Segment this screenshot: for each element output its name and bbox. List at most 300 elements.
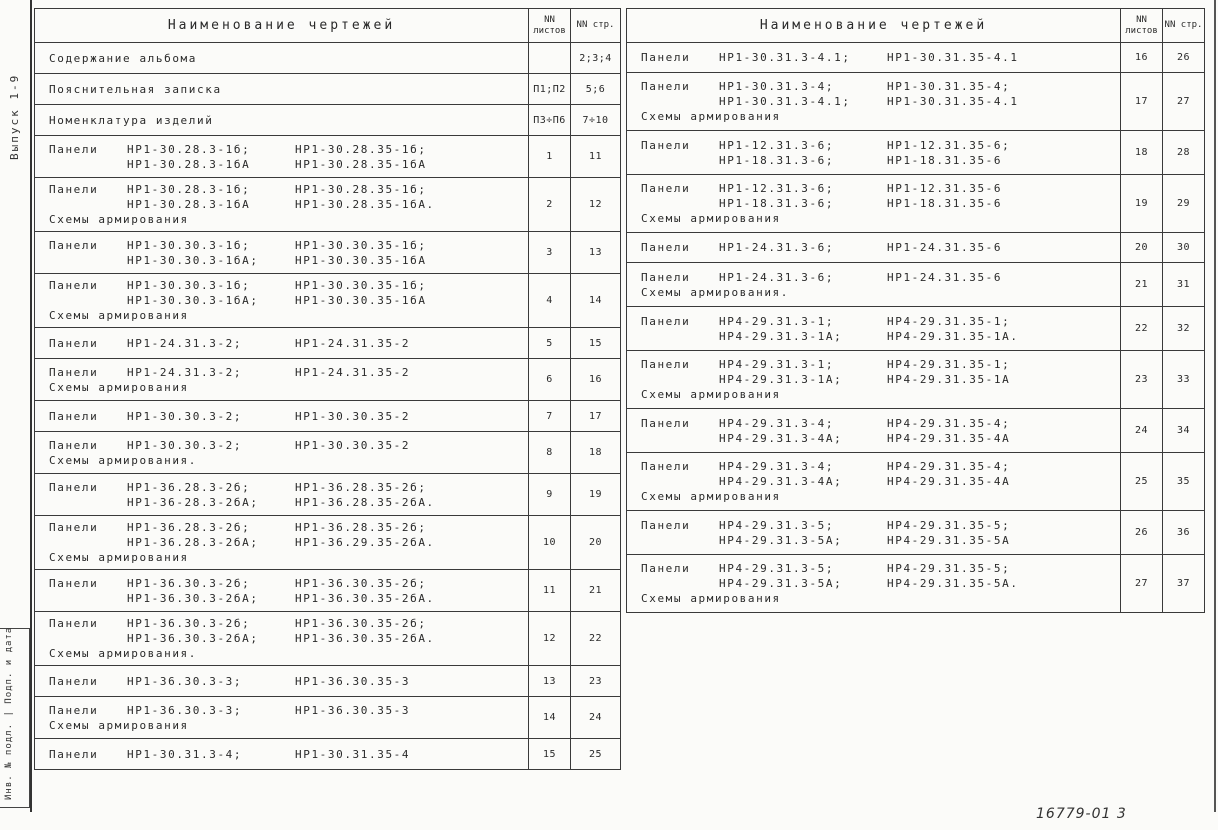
- panel-mark: НР1-30.30.35-1б;: [295, 238, 427, 252]
- sheet-number-cell: П1;П2: [529, 74, 571, 105]
- drawing-name-cell: [35, 516, 529, 570]
- sheet-number-cell: 17: [1121, 73, 1163, 131]
- panel-mark: [127, 82, 295, 97]
- drawing-name-line: [49, 82, 528, 97]
- table-row: [35, 178, 621, 232]
- panel-mark: [127, 550, 295, 565]
- table-row: [627, 511, 1205, 555]
- drawing-name-cell: [627, 73, 1121, 131]
- sheet-number-cell: 12: [529, 612, 571, 666]
- panel-mark: НР1-30.28.3-1б;: [127, 142, 251, 156]
- panel-mark: НР1-36.30.35-2б;: [295, 617, 427, 630]
- table-row: [627, 351, 1205, 409]
- sheet-number-cell: 10: [529, 516, 571, 570]
- drawing-name-line: [49, 480, 528, 495]
- drawing-name-line: [49, 197, 528, 212]
- panel-mark: НР1-36.30.35-3: [295, 674, 411, 688]
- panel-mark: НР1-30.30.3-2;: [127, 409, 243, 423]
- sheet-number-cell: 11: [529, 570, 571, 612]
- drawing-name-line: [49, 616, 528, 631]
- drawing-name-line: [641, 314, 1120, 329]
- drawing-name-line: [49, 453, 528, 468]
- page-number-cell: 28: [1163, 131, 1205, 175]
- drawing-name-line: [49, 550, 528, 565]
- panel-mark: НР1-24.31.3-6;: [719, 241, 835, 254]
- sheet-number-cell: 19: [1121, 175, 1163, 233]
- right-header-name: Наименование чертежей: [627, 9, 1121, 43]
- table-row: [627, 307, 1205, 351]
- drawing-name-line: [641, 372, 1120, 387]
- sheet-number-cell: 14: [529, 697, 571, 739]
- page-number-cell: 27: [1163, 73, 1205, 131]
- drawing-title: Панели: [49, 409, 99, 423]
- drawing-name-cell: [627, 263, 1121, 307]
- drawing-name-line: [641, 533, 1120, 548]
- drawing-name-line: [641, 329, 1120, 344]
- drawing-title: Панели: [641, 416, 691, 430]
- drawing-title: [49, 157, 127, 172]
- table-row: [627, 263, 1205, 307]
- panel-mark: НР1-36.28.3-2б;: [127, 521, 251, 534]
- drawing-title: Схемы армирования.: [641, 285, 790, 299]
- panel-mark: НР1-30.31.3-4.1;: [719, 51, 851, 64]
- sheet-number-cell: 6: [529, 359, 571, 401]
- sheet-number-cell: [529, 43, 571, 74]
- drawing-name-cell: [627, 351, 1121, 409]
- drawing-name-line: [49, 212, 528, 227]
- drawing-title: [49, 197, 127, 212]
- drawing-name-cell: [35, 570, 529, 612]
- sheet-number: 16779-01 3: [1036, 806, 1127, 822]
- panel-mark: НР1-30.31.3-4.1;: [719, 95, 851, 108]
- table-row: [35, 328, 621, 359]
- table-row: [35, 739, 621, 770]
- panel-mark: НР4-29.31.3-5;: [719, 562, 835, 575]
- drawing-title: Панели: [49, 438, 99, 452]
- drawing-title: Схемы армирования: [49, 309, 189, 322]
- table-row: [35, 232, 621, 274]
- sheet-number-cell: 18: [1121, 131, 1163, 175]
- drawing-name-cell: [35, 74, 529, 105]
- sheet-number-cell: 13: [529, 666, 571, 697]
- panel-mark: НР1-30.28.35-1б;: [295, 183, 427, 196]
- sheet-number-cell: 22: [1121, 307, 1163, 351]
- panel-mark: НР1-30.30.3-1бА;: [127, 294, 259, 307]
- drawing-title: [641, 431, 719, 446]
- drawing-name-line: [641, 211, 1120, 226]
- drawing-name-line: [641, 489, 1120, 504]
- drawing-title: Схемы армирования.: [49, 453, 198, 467]
- table-row: [35, 74, 621, 105]
- drawing-name-line: [49, 278, 528, 293]
- page-number-cell: 20: [571, 516, 621, 570]
- page-number-cell: 24: [571, 697, 621, 739]
- panel-mark: НР1-30.28.35-1бА.: [295, 198, 435, 211]
- table-row: [627, 131, 1205, 175]
- page-number-cell: 2;3;4: [571, 43, 621, 74]
- panel-mark: НР4-29.31.35-5А.: [887, 577, 1019, 590]
- volume-label: Выпуск 1-9: [8, 73, 21, 160]
- sheet-number-cell: 21: [1121, 263, 1163, 307]
- drawing-name-line: [641, 459, 1120, 474]
- sheet-number-cell: 25: [1121, 453, 1163, 511]
- page-number-cell: 5;6: [571, 74, 621, 105]
- page-number-cell: 22: [571, 612, 621, 666]
- panel-mark: НР1-36.28.3-2б;: [127, 480, 251, 494]
- table-row: [35, 432, 621, 474]
- panel-mark: НР4-29.31.3-4;: [719, 460, 835, 473]
- panel-mark: НР1-12.31.3-6;: [719, 138, 835, 152]
- drawing-name-line: [641, 79, 1120, 94]
- drawing-title: Панели: [49, 142, 99, 156]
- drawing-name-line: [49, 253, 528, 268]
- drawing-title: [641, 94, 719, 109]
- panel-mark: НР1-36.29.35-2бА.: [295, 536, 435, 549]
- panel-mark: НР1-30.30.3-2;: [127, 438, 243, 452]
- drawing-title: Схемы армирования: [641, 212, 781, 225]
- drawing-name-line: [49, 674, 528, 689]
- panel-mark: НР4-29.31.3-5А;: [719, 533, 843, 547]
- panel-mark: НР4-29.31.3-1А;: [719, 373, 843, 386]
- drawing-title: [49, 293, 127, 308]
- panel-mark: НР1-24.31.35-6: [887, 270, 1003, 284]
- drawing-name-cell: [627, 453, 1121, 511]
- drawing-title: Схемы армирования: [49, 551, 189, 564]
- drawing-name-line: [49, 747, 528, 762]
- table-row: [35, 274, 621, 328]
- drawing-title: [49, 495, 127, 510]
- sheet-number-cell: 23: [1121, 351, 1163, 409]
- drawing-name-line: [641, 576, 1120, 591]
- table-row: [35, 105, 621, 136]
- left-header-sheets: NN листов: [529, 9, 571, 43]
- table-row: [627, 555, 1205, 613]
- panel-mark: НР1-12.31.35-6: [887, 182, 1003, 195]
- drawing-title: Схемы армирования: [641, 110, 781, 123]
- panel-mark: НР1-36.30.35-2бА.: [295, 632, 435, 645]
- panel-mark: [127, 453, 295, 468]
- sheet-number-cell: 26: [1121, 511, 1163, 555]
- drawing-name-line: [641, 50, 1120, 65]
- panel-mark: НР1-36.28.3-2бА;: [127, 536, 259, 549]
- panel-mark: НР4-29.31.35-1А: [887, 373, 1011, 386]
- panel-mark: НР1-24.31.35-2: [295, 365, 411, 379]
- page-number-cell: 25: [571, 739, 621, 770]
- panel-mark: НР1-36.30.3-2б;: [127, 617, 251, 630]
- drawing-title: [49, 535, 127, 550]
- drawing-name-line: [49, 293, 528, 308]
- page-number-cell: 12: [571, 178, 621, 232]
- drawing-title: Панели: [641, 80, 691, 93]
- drawing-name-line: [49, 409, 528, 424]
- drawing-name-cell: [35, 401, 529, 432]
- table-row: [35, 570, 621, 612]
- drawing-name-line: [641, 138, 1120, 153]
- drawing-title: Панели: [49, 183, 99, 196]
- panel-mark: НР4-29.31.35-4;: [887, 416, 1011, 430]
- panel-mark: НР1-36.30.35-2бА.: [295, 591, 435, 605]
- panel-mark: НР4-29.31.35-1;: [887, 314, 1011, 328]
- sheet-number-cell: 16: [1121, 43, 1163, 73]
- drawing-title: Панели: [641, 138, 691, 152]
- drawing-name-cell: [35, 274, 529, 328]
- drawing-name-line: [49, 113, 528, 128]
- drawing-name-line: [641, 387, 1120, 402]
- drawing-title: [641, 196, 719, 211]
- drawing-name-cell: [627, 233, 1121, 263]
- panel-mark: НР1-36.30.3-3;: [127, 674, 243, 688]
- drawing-title: Панели: [641, 518, 691, 532]
- panel-mark: [719, 489, 887, 504]
- panel-mark: НР4-29.31.3-1;: [719, 314, 835, 328]
- table-row: [627, 73, 1205, 131]
- drawing-name-line: [641, 431, 1120, 446]
- drawing-title: Панели: [49, 365, 99, 379]
- drawing-title: [641, 372, 719, 387]
- sheet-number-cell: 20: [1121, 233, 1163, 263]
- page-number-cell: 11: [571, 136, 621, 178]
- drawing-title: Схемы армирования: [49, 380, 189, 394]
- page-number-cell: 23: [571, 666, 621, 697]
- panel-mark: НР1-36.28.35-2бА.: [295, 495, 435, 509]
- panel-mark: НР1-30.30.3-1б;: [127, 279, 251, 292]
- drawing-title: Панели: [641, 460, 691, 473]
- drawing-title: Панели: [641, 270, 691, 284]
- drawing-title: Схемы армирования: [641, 592, 781, 605]
- drawing-title: Панели: [49, 617, 99, 630]
- drawing-name-line: [49, 365, 528, 380]
- panel-mark: НР4-29.31.35-4А: [887, 475, 1011, 488]
- page-number-cell: 15: [571, 328, 621, 359]
- panel-mark: НР1-30.28.3-1бА: [127, 157, 251, 171]
- drawing-name-line: [641, 181, 1120, 196]
- panel-mark: НР1-36.30.3-3;: [127, 703, 243, 717]
- panel-mark: НР1-12.31.3-6;: [719, 182, 835, 195]
- sheet-number-cell: 1: [529, 136, 571, 178]
- drawing-title: Схемы армирования: [49, 213, 189, 226]
- panel-mark: НР1-30.31.35-4;: [887, 80, 1011, 93]
- panel-mark: НР1-24.31.35-6: [887, 241, 1003, 254]
- drawing-name-cell: [35, 232, 529, 274]
- drawing-title: Содержание альбома: [49, 51, 198, 65]
- panel-mark: НР1-36.28.35-2б;: [295, 480, 427, 494]
- drawing-title: Схемы армирования: [641, 388, 781, 401]
- drawing-title: Панели: [641, 241, 691, 254]
- drawing-name-line: [641, 591, 1120, 606]
- left-header-pages: NN стр.: [571, 9, 621, 43]
- table-row: [627, 409, 1205, 453]
- panel-mark: НР1-30.31.35-4: [295, 747, 411, 761]
- right-header-row: [627, 9, 1205, 43]
- panel-mark: НР1-30.30.35-1бА: [295, 294, 427, 307]
- drawing-name-cell: [627, 409, 1121, 453]
- drawing-title: Схемы армирования.: [49, 647, 198, 660]
- panel-mark: [127, 718, 295, 733]
- panel-mark: НР4-29.31.35-4А: [887, 431, 1011, 445]
- panel-mark: НР4-29.31.3-1;: [719, 358, 835, 371]
- page-number-cell: 13: [571, 232, 621, 274]
- panel-mark: НР1-18.31.35-6: [887, 153, 1003, 167]
- drawing-name-line: [49, 308, 528, 323]
- panel-mark: НР1-30.28.35-1бА: [295, 157, 427, 171]
- page-number-cell: 30: [1163, 233, 1205, 263]
- drawing-name-line: [49, 591, 528, 606]
- panel-mark: [127, 212, 295, 227]
- panel-mark: НР1-30.31.35-4.1: [887, 95, 1019, 108]
- drawing-name-line: [641, 196, 1120, 211]
- panel-mark: НР1-30.30.3-1б;: [127, 238, 251, 252]
- page-number-cell: 33: [1163, 351, 1205, 409]
- drawing-name-cell: [627, 555, 1121, 613]
- page-number-cell: 18: [571, 432, 621, 474]
- left-header-name: Наименование чертежей: [35, 9, 529, 43]
- drawing-name-line: [49, 631, 528, 646]
- drawing-name-line: [641, 416, 1120, 431]
- panel-mark: НР4-29.31.35-1;: [887, 358, 1011, 371]
- panel-mark: НР1-36.30.35-2б;: [295, 576, 427, 590]
- page-number-cell: 21: [571, 570, 621, 612]
- drawing-name-line: [49, 646, 528, 661]
- drawing-title: Пояснительная записка: [49, 82, 222, 96]
- table-row: [627, 175, 1205, 233]
- right-register-table: [626, 8, 1205, 613]
- drawing-name-cell: [627, 43, 1121, 73]
- drawing-name-line: [641, 518, 1120, 533]
- page-number-cell: 17: [571, 401, 621, 432]
- panel-mark: НР1-18.31.3-6;: [719, 197, 835, 210]
- drawing-title: Схемы армирования: [641, 490, 781, 503]
- page-number-cell: 7÷10: [571, 105, 621, 136]
- panel-mark: НР1-30.28.3-1б;: [127, 183, 251, 196]
- drawing-name-line: [641, 109, 1120, 124]
- drawing-title: [641, 329, 719, 344]
- panel-mark: НР4-29.31.3-4А;: [719, 431, 843, 445]
- drawing-name-cell: [35, 178, 529, 232]
- panel-mark: НР1-24.31.35-2: [295, 336, 411, 350]
- drawing-name-cell: [35, 739, 529, 770]
- drawing-name-line: [641, 561, 1120, 576]
- drawing-name-cell: [627, 511, 1121, 555]
- drawing-name-line: [49, 51, 528, 66]
- panel-mark: НР1-36.30.3-2бА;: [127, 632, 259, 645]
- table-row: [627, 453, 1205, 511]
- drawing-title: [49, 253, 127, 268]
- sheet-number-cell: 9: [529, 474, 571, 516]
- drawing-name-line: [49, 495, 528, 510]
- page-number-cell: 37: [1163, 555, 1205, 613]
- panel-mark: НР1-30.30.3-1бА;: [127, 253, 259, 267]
- panel-mark: НР1-30.30.35-2: [295, 438, 411, 452]
- drawing-name-cell: [627, 175, 1121, 233]
- right-header-pages: NN стр.: [1163, 9, 1205, 43]
- table-row: [35, 516, 621, 570]
- drawing-title: [641, 153, 719, 168]
- panel-mark: НР1-30.28.35-1б;: [295, 142, 427, 156]
- table-row: [627, 43, 1205, 73]
- panel-mark: НР1-24.31.3-6;: [719, 270, 835, 284]
- panel-mark: НР4-29.31.3-5А;: [719, 577, 843, 590]
- sheet-number-cell: 2: [529, 178, 571, 232]
- drawing-name-line: [49, 438, 528, 453]
- drawing-name-cell: [35, 612, 529, 666]
- drawing-title: Панели: [49, 480, 99, 494]
- panel-mark: НР4-29.31.35-5А: [887, 533, 1011, 547]
- sheet-number-cell: 5: [529, 328, 571, 359]
- table-row: [35, 359, 621, 401]
- binding-strip-line: [30, 0, 32, 812]
- sheet-number-cell: П3÷П6: [529, 105, 571, 136]
- drawing-name-line: [49, 703, 528, 718]
- table-row: [35, 136, 621, 178]
- panel-mark: НР1-18.31.3-6;: [719, 153, 835, 167]
- drawing-title: Номенклатура изделий: [49, 113, 214, 127]
- panel-mark: [719, 109, 887, 124]
- drawing-name-line: [641, 285, 1120, 300]
- drawing-name-line: [641, 357, 1120, 372]
- drawing-title: Панели: [641, 182, 691, 195]
- drawing-name-cell: [35, 666, 529, 697]
- drawing-name-line: [49, 336, 528, 351]
- panel-mark: НР1-30.30.35-2: [295, 409, 411, 423]
- panel-mark: [719, 387, 887, 402]
- drawing-name-line: [49, 238, 528, 253]
- drawing-title: Панели: [49, 703, 99, 717]
- drawing-title: [49, 631, 127, 646]
- drawing-title: Панели: [641, 314, 691, 328]
- drawing-name-line: [641, 270, 1120, 285]
- panel-mark: НР4-29.31.35-1А.: [887, 329, 1019, 343]
- panel-mark: НР1-30.31.3-4;: [719, 80, 835, 93]
- table-row: [35, 697, 621, 739]
- drawing-title: Панели: [49, 747, 99, 761]
- drawing-name-line: [49, 380, 528, 395]
- drawing-title: Панели: [49, 336, 99, 350]
- drawing-title: Панели: [641, 358, 691, 371]
- drawing-name-cell: [35, 105, 529, 136]
- drawing-title: Панели: [49, 279, 99, 292]
- drawing-name-line: [49, 718, 528, 733]
- panel-mark: НР1-30.28.3-1бА: [127, 198, 251, 211]
- sheet-number-cell: 15: [529, 739, 571, 770]
- panel-mark: НР1-18.31.35-6: [887, 197, 1003, 210]
- drawing-name-cell: [35, 359, 529, 401]
- panel-mark: НР1-30.31.35-4.1: [887, 51, 1019, 64]
- sheet-number-cell: 8: [529, 432, 571, 474]
- drawing-name-line: [49, 535, 528, 550]
- table-row: [35, 401, 621, 432]
- page-number-cell: 36: [1163, 511, 1205, 555]
- drawing-title: [641, 474, 719, 489]
- drawing-name-line: [641, 153, 1120, 168]
- drawing-name-cell: [35, 43, 529, 74]
- drawing-name-line: [641, 474, 1120, 489]
- panel-mark: [127, 51, 295, 66]
- drawing-title: [641, 533, 719, 548]
- drawing-name-cell: [35, 136, 529, 178]
- drawing-title: Панели: [49, 576, 99, 590]
- drawing-name-line: [49, 157, 528, 172]
- drawing-title: [641, 576, 719, 591]
- drawing-title: [49, 591, 127, 606]
- drawing-name-line: [49, 182, 528, 197]
- panel-mark: [719, 591, 887, 606]
- sheet-right-edge: [1214, 0, 1216, 812]
- page-number-cell: 26: [1163, 43, 1205, 73]
- table-row: [35, 474, 621, 516]
- panel-mark: [719, 211, 887, 226]
- drawing-title: Панели: [49, 238, 99, 252]
- panel-mark: [127, 646, 295, 661]
